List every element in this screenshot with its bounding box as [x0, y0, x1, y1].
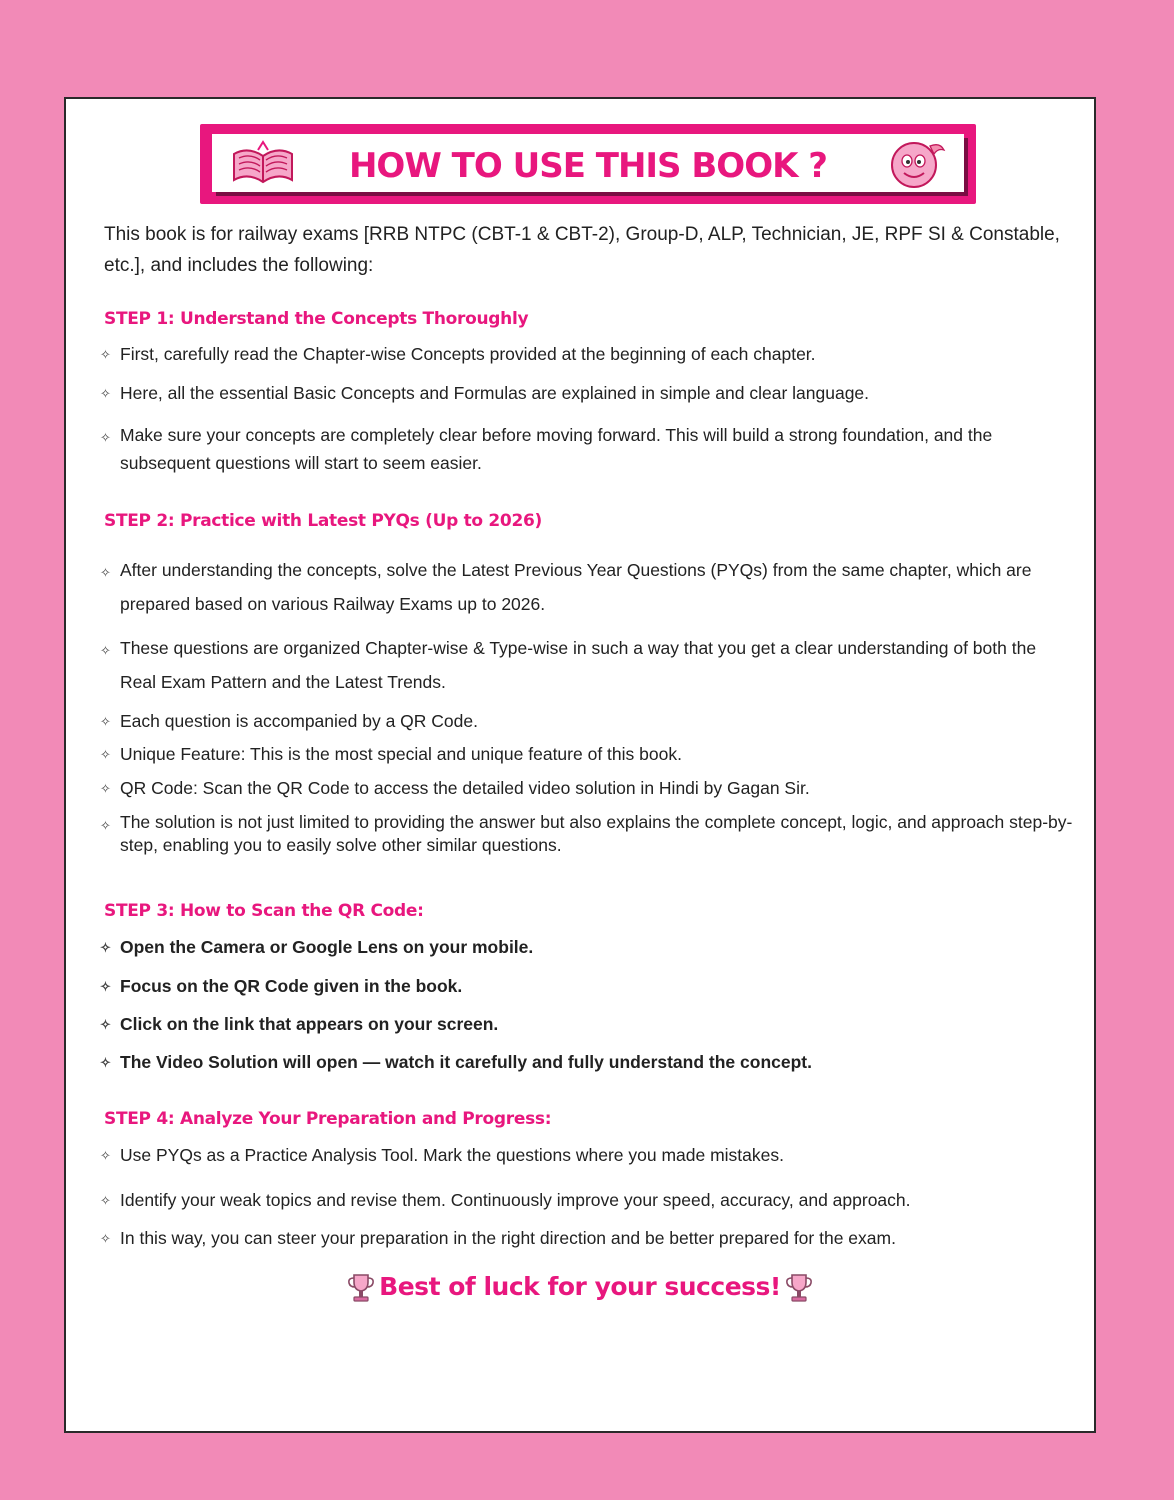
title-banner-inner	[212, 134, 964, 192]
list-item	[100, 1145, 1076, 1166]
list-item	[100, 383, 1076, 404]
diamond-bullet-icon: ✧	[100, 1055, 111, 1070]
intro-text: This book is for railway exams [RRB NTPC (CBT-1 & CBT-2), Group-D, ALP, Technician, JE, RPF SI & Constable, etc.], and includes the following:	[104, 224, 1060, 276]
list-item	[100, 937, 1076, 958]
diamond-bullet-icon: ✧	[100, 347, 111, 362]
smiley-face-icon	[886, 138, 948, 190]
diamond-bullet-icon: ✧	[100, 940, 111, 955]
trophy-icon	[785, 1272, 813, 1304]
list-item	[100, 976, 1076, 997]
list-item	[100, 1014, 1076, 1035]
diamond-bullet-icon: ✧	[100, 979, 111, 994]
list-item-text: Click on the link that appears on your screen.	[120, 1014, 499, 1034]
diamond-bullet-icon: ✧	[100, 818, 111, 833]
list-item	[100, 344, 1076, 365]
diamond-bullet-icon: ✧	[100, 643, 111, 658]
list-item-text: The solution is not just limited to providing the answer but also explains the complete concept, logic, and approach step-by-step, enabling you to easily solve other similar questions.	[120, 812, 1073, 855]
list-item-text: Make sure your concepts are completely clear before moving forward. This will build a strong foundation, and the subsequent questions will start to seem easier.	[120, 425, 993, 473]
diamond-bullet-icon: ✧	[100, 1231, 111, 1246]
diamond-bullet-icon: ✧	[100, 386, 111, 401]
step-1-heading: STEP 1: Understand the Concepts Thoroughly	[104, 309, 529, 329]
diamond-bullet-icon: ✧	[100, 430, 111, 445]
list-item-text: Use PYQs as a Practice Analysis Tool. Mark the questions where you made mistakes.	[120, 1145, 785, 1165]
diamond-bullet-icon: ✧	[100, 781, 111, 796]
list-item-text: After understanding the concepts, solve the Latest Previous Year Questions (PYQs) from the same chapter, which are prepared based on various Railway Exams up to 2026.	[120, 560, 1032, 614]
list-item	[100, 778, 1076, 799]
list-item-text: Focus on the QR Code given in the book.	[120, 976, 463, 996]
page-title: HOW TO USE THIS BOOK ?	[348, 146, 828, 186]
diamond-bullet-icon: ✧	[100, 1017, 111, 1032]
title-banner	[200, 124, 976, 204]
list-item-text: Open the Camera or Google Lens on your mobile.	[120, 937, 534, 957]
step-4-heading: STEP 4: Analyze Your Preparation and Progress:	[104, 1109, 552, 1129]
list-item	[100, 744, 1076, 765]
diamond-bullet-icon: ✧	[100, 565, 111, 580]
list-item-text: Each question is accompanied by a QR Code.	[120, 711, 478, 731]
closing-text: Best of luck for your success!	[379, 1272, 781, 1301]
diamond-bullet-icon: ✧	[100, 714, 111, 729]
list-item	[100, 553, 1076, 621]
list-item	[100, 711, 1076, 732]
list-item	[100, 631, 1076, 699]
list-item-text: First, carefully read the Chapter-wise Concepts provided at the beginning of each chapter.	[120, 344, 816, 364]
list-item-text: Identify your weak topics and revise them. Continuously improve your speed, accuracy, and approach.	[120, 1190, 911, 1210]
list-item	[100, 811, 1076, 857]
diamond-bullet-icon: ✧	[100, 1148, 111, 1163]
list-item	[100, 1052, 1076, 1073]
trophy-icon	[347, 1272, 375, 1304]
list-item-text: These questions are organized Chapter-wise & Type-wise in such a way that you get a clear understanding of both the Real Exam Pattern and the Latest Trends.	[120, 638, 1037, 692]
step-3-heading: STEP 3: How to Scan the QR Code:	[104, 901, 424, 921]
diamond-bullet-icon: ✧	[100, 747, 111, 762]
list-item-text: Here, all the essential Basic Concepts and Formulas are explained in simple and clear language.	[120, 383, 870, 403]
list-item-text: Unique Feature: This is the most special and unique feature of this book.	[120, 744, 682, 764]
list-item-text: QR Code: Scan the QR Code to access the detailed video solution in Hindi by Gagan Sir.	[120, 778, 810, 798]
list-item	[100, 421, 1076, 477]
closing-message	[66, 1272, 1094, 1304]
step-2-heading: STEP 2: Practice with Latest PYQs (Up to 2026)	[104, 511, 542, 531]
list-item	[100, 1190, 1076, 1211]
diamond-bullet-icon: ✧	[100, 1193, 111, 1208]
list-item-text: The Video Solution will open — watch it carefully and fully understand the concept.	[120, 1052, 812, 1072]
page	[64, 97, 1096, 1433]
list-item-text: In this way, you can steer your preparation in the right direction and be better prepared for the exam.	[120, 1228, 896, 1248]
list-item	[100, 1228, 1076, 1249]
